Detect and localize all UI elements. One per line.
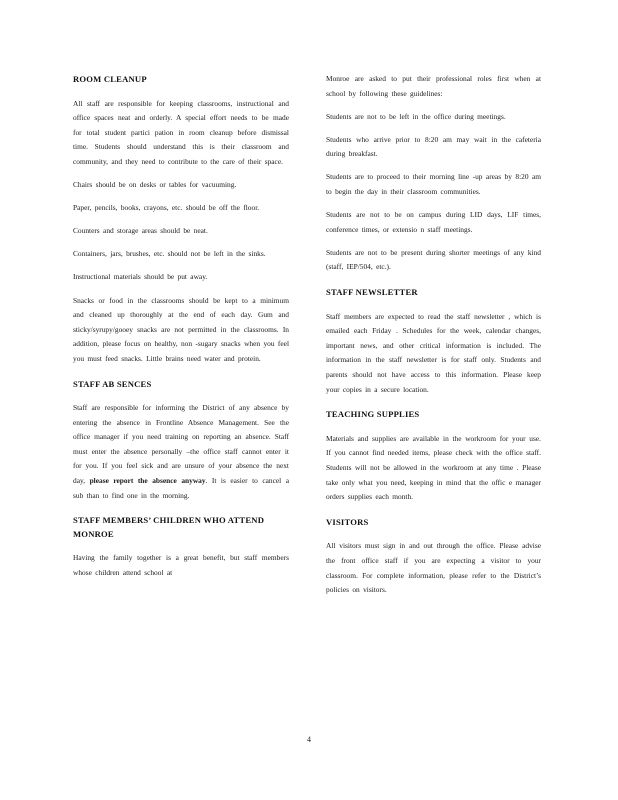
- heading-visitors: VISITORS: [326, 516, 369, 527]
- right-column: [326, 72, 541, 608]
- absences-text-emphasis: please report the absence anyway: [89, 476, 206, 486]
- staff-children-text: Having the family together is a great benefit, but staff members whose children attend school at: [73, 553, 289, 577]
- section-teaching-supplies: [326, 407, 541, 505]
- room-cleanup-materials: Instructional materials should be put away.: [73, 272, 208, 282]
- room-cleanup-sinks: Containers, jars, brushes, etc. should not be left in the sinks.: [73, 249, 266, 259]
- section-staff-absences: [73, 377, 289, 504]
- left-column: [73, 72, 289, 590]
- heading-staff-absences: STAFF AB SENCES: [73, 378, 152, 389]
- guideline-line-up: Students are to proceed to their morning line -up areas by 8:20 am to begin the day in their classroom communities.: [326, 172, 541, 197]
- room-cleanup-snacks: Snacks or food in the classrooms should be kept to a minimum and cleaned up thoroughly at the end of each day. Gum and sticky/syrupy/gooey snacks are not permitted in the classrooms. In addition, please focus on healthy, non -sugary snacks when you feel you must feed snacks. Little brains need water and protein.: [73, 295, 289, 363]
- guideline-lid-days: Students are not to be on campus during LID days, LIF times, conference times, or extensio n staff meetings.: [326, 210, 541, 234]
- room-cleanup-intro: All staff are responsible for keeping classrooms, instructional and office spaces neat and orderly. A special effort needs to be made for total student partici pation in room cleanup before dismissal time. Students should understand this is their classroom and community, and they need to contribute to the care of their space.: [73, 98, 289, 166]
- room-cleanup-chairs: Chairs should be on desks or tables for vacuuming.: [73, 180, 237, 190]
- room-cleanup-counters: Counters and storage areas should be neat.: [73, 226, 208, 236]
- absences-text-lead: Staff are responsible for informing the District of any absence by entering the absence in Frontline Absence Management. See the office manager if you need training on reporting an absence. Staff must enter the absence personally –the office staff cannot enter it for you. If you feel sick and are unsure of your absence the next day,: [73, 403, 289, 486]
- heading-staff-newsletter: STAFF NEWSLETTER: [326, 287, 418, 298]
- guideline-office: Students are not to be left in the office during meetings.: [326, 111, 506, 121]
- absences-text-tail: . It is easier to cancel a sub than to find one in the morning.: [73, 476, 289, 500]
- staff-absences-text: [73, 401, 289, 503]
- section-room-cleanup: [73, 72, 289, 367]
- visitors-text: All visitors must sign in and out through the office. Please advise the front office staff if you are expecting a visitor to your classroom. For complete information, please refer to the District’s policies on visitors.: [326, 541, 541, 595]
- section-staff-children-continued: [326, 72, 541, 275]
- heading-teaching-supplies: TEACHING SUPPLIES: [326, 409, 420, 420]
- section-visitors: [326, 515, 541, 598]
- guideline-meetings: Students are not to be present during shorter meetings of any kind (staff, IEP/504, etc.).: [326, 247, 541, 272]
- heading-room-cleanup: ROOM CLEANUP: [73, 74, 147, 84]
- staff-newsletter-text: Staff members are expected to read the staff newsletter , which is emailed each Friday . Schedules for the week, calendar changes, important news, and other critical information is included. The information in the staff newsletter is for staff only. Students and parents should not have access to this information. Please keep your copies in a secure location.: [326, 311, 541, 394]
- room-cleanup-floor: Paper, pencils, books, crayons, etc. should be off the floor.: [73, 203, 260, 213]
- heading-staff-children: STAFF MEMBERS’ CHILDREN WHO ATTEND MONROE: [73, 515, 265, 540]
- section-staff-children: [73, 513, 289, 580]
- children-guidelines-intro: Monroe are asked to put their professional roles first when at school by following these guidelines:: [326, 74, 541, 98]
- page-number: 4: [307, 735, 311, 744]
- teaching-supplies-text: Materials and supplies are available in the workroom for your use. If you cannot find needed items, please check with the office staff. Students will not be allowed in the workroom at any time . Please take only what you need, keeping in mind that the offic e manager orders supplies each month.: [326, 433, 541, 502]
- guideline-cafeteria: Students who arrive prior to 8:20 am may wait in the cafeteria during breakfast.: [326, 134, 541, 159]
- section-staff-newsletter: [326, 285, 541, 397]
